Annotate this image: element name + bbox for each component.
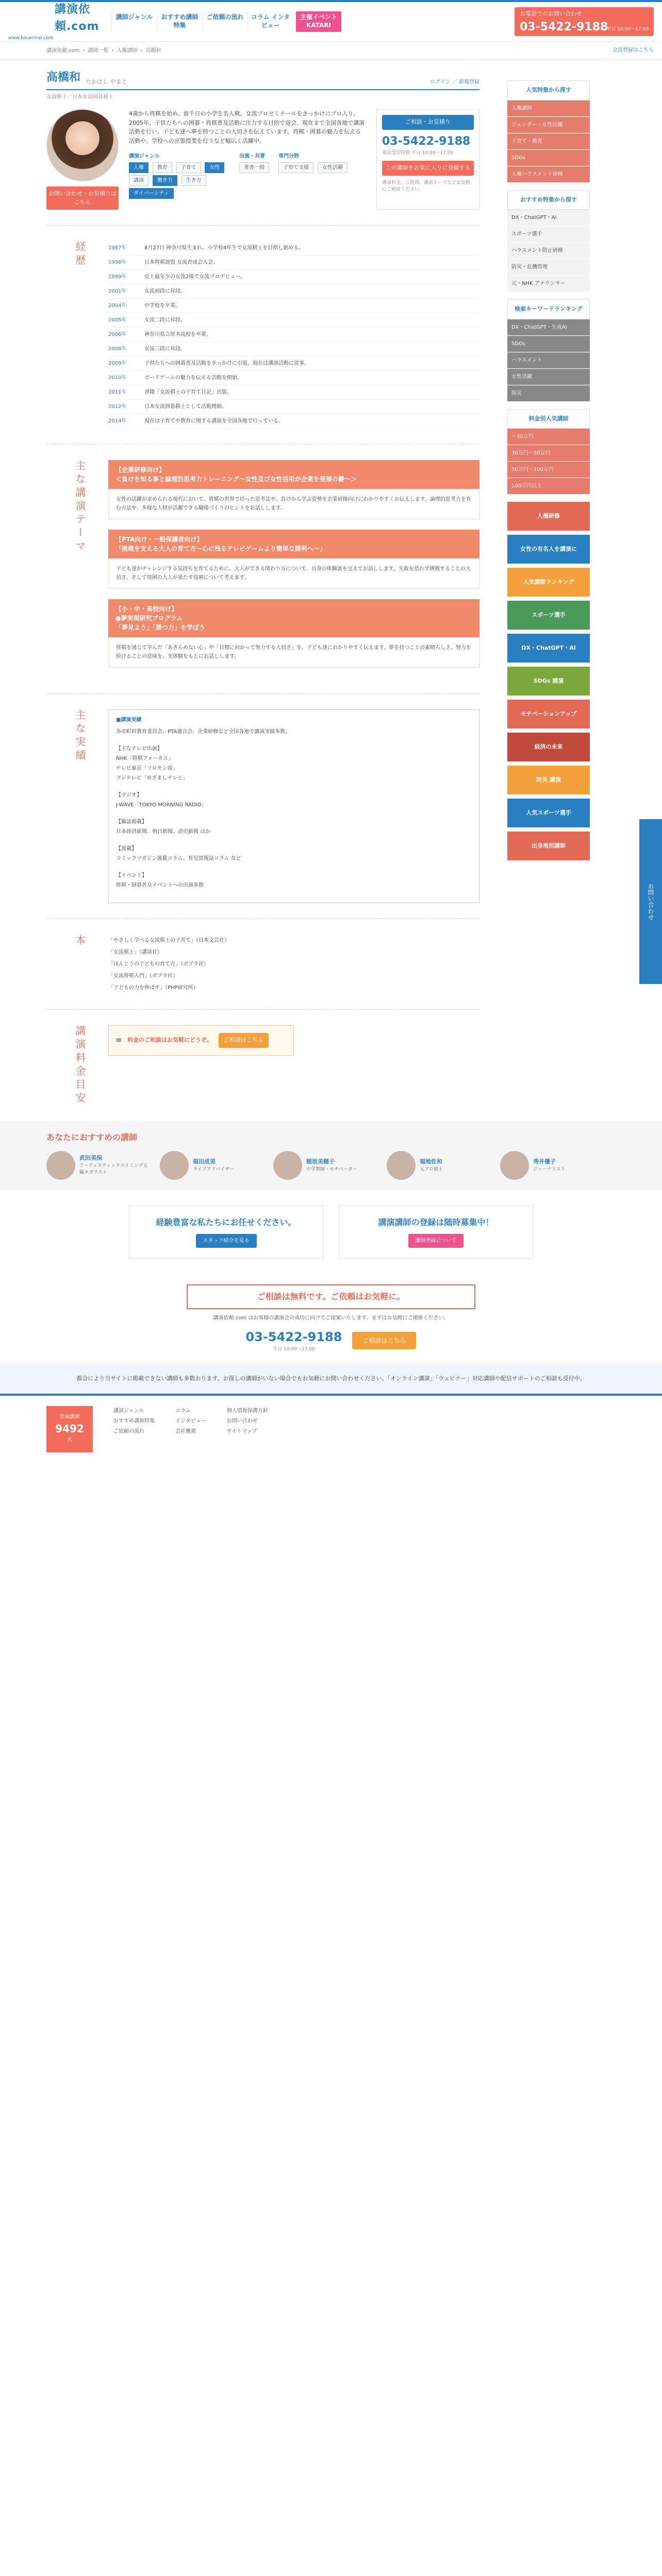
nav-genre[interactable]: 講師ジャンル	[111, 11, 157, 31]
fee-cta-text: 料金のご相談はお気軽にどうぞ。	[127, 1037, 212, 1043]
promo-register-button[interactable]: 講師登録について	[408, 1234, 464, 1248]
books-title: 本	[74, 935, 86, 948]
avatar	[500, 1151, 529, 1180]
tag-title: 出演・共著	[239, 154, 265, 160]
sidebar-banner[interactable]: スポーツ選手	[507, 601, 590, 630]
sidebar-item[interactable]: 100万円以上	[507, 478, 590, 495]
crumb-sep: ›	[140, 47, 143, 54]
career-row	[108, 299, 479, 313]
crumb-sep: ›	[111, 47, 114, 54]
recommended-speaker[interactable]	[500, 1151, 603, 1180]
profile-tel[interactable]: 03-5422-9188	[382, 134, 471, 148]
tag[interactable]: 著書一冊	[239, 162, 269, 173]
career-year: 2001年	[108, 289, 127, 294]
results-block: 【雑誌掲載】 日本経済新聞、朝日新聞、読売新聞 ほか	[116, 819, 211, 835]
results-block: 各市町村教育委員会、PTA連合会、企業研修など全国各地で講演実績多数。	[116, 729, 291, 735]
sidebar-item[interactable]: ジェンダー・女性活躍	[507, 117, 590, 133]
badge-bottom: 名	[67, 1437, 72, 1444]
logo-sub: www.kouenirai.com	[8, 36, 54, 41]
recommended-speaker[interactable]	[387, 1151, 490, 1180]
recommended-text	[79, 1154, 150, 1177]
footer-col	[227, 1406, 268, 1452]
header-contact[interactable]	[515, 7, 654, 36]
recommended-name: 福地佐和	[420, 1158, 442, 1165]
recommended-desc: アーティスティックスイミング五輪メダリスト	[79, 1163, 148, 1176]
speaker-kana: たかはし やまと	[86, 78, 127, 85]
footer-link[interactable]: 会社概要	[175, 1429, 196, 1435]
career-row	[108, 414, 479, 429]
career-year: 2014年	[108, 418, 127, 424]
career-year: 2012年	[108, 404, 127, 410]
site-footer	[0, 1394, 662, 1463]
career-year: 2005年	[108, 317, 127, 323]
theme-body: 女性の活躍が求められる現代において、将棋の世界で培った思考法や、負けから学ぶ姿勢を企業研修向けにわかりやすくお伝えします。論理的思考力を育む方法や、多様な人材が活躍できる職場づくりのヒントをお話しします。	[108, 489, 479, 519]
career-year: 2011年	[108, 389, 127, 395]
career-row	[108, 270, 479, 284]
sidebar-banners	[507, 502, 590, 860]
career-year: 2009年	[108, 361, 127, 366]
consult-text: 講演依頼.com はお客様の講演会の成功に向けてご提案いたします。まずはお気軽にご連絡ください。	[213, 1315, 449, 1321]
sidebar-banner[interactable]: 人気スポーツ選手	[507, 799, 590, 827]
career-list	[88, 241, 479, 429]
promo-staff-button[interactable]: スタッフ紹介を見る	[196, 1234, 257, 1248]
sidebar-item[interactable]: 元・NHK アナウンサー	[507, 276, 590, 292]
recommended-list	[46, 1151, 616, 1180]
nav-flow[interactable]: ご依頼の流れ	[202, 11, 247, 31]
career-row	[108, 328, 479, 342]
logo-text: 講演依頼.com	[55, 3, 100, 33]
book-item: 「やさしく学べる女流棋士の子育て」（日本文芸社）	[108, 938, 229, 943]
career-year: 1998年	[108, 260, 127, 265]
fee-title: 講演料金目安	[74, 1025, 86, 1106]
career-desc: 女流初段に昇段。	[144, 289, 186, 294]
books-section	[46, 919, 479, 1009]
consult-button[interactable]: ご相談はこちら	[352, 1332, 416, 1349]
recommended-desc: 元プロ棋士	[420, 1166, 443, 1172]
promo-section	[0, 1190, 662, 1274]
crumb-current: 高橋和	[145, 47, 161, 54]
results-block: 【ラジオ】 J-WAVE「TOKYO MORNING RADIO」	[116, 792, 207, 808]
speaker-name: 高橋和	[46, 71, 81, 84]
sidebar-heading: 検索キーワードランキング	[507, 299, 590, 319]
sidebar-item[interactable]: DX・ChatGPT・生成AI	[507, 319, 590, 336]
fee-section	[46, 1009, 479, 1121]
recommended-text	[420, 1158, 443, 1173]
sidebar-banner[interactable]: DX・ChatGPT・AI	[507, 634, 590, 663]
speaker-photo	[46, 109, 119, 181]
recommended-name: 福田成美	[193, 1158, 216, 1165]
profile-note: 講演料金、ご質問、講演テーマなどお気軽にご相談ください。	[382, 180, 471, 192]
career-row	[108, 241, 479, 256]
sidebar-heading: 人気特集から探す	[507, 80, 590, 100]
theme-heading: 【PTA向け・一般保護者向け】 「挑戦を支える大人の育て方〜心に残るテレビゲームより簡単な勝利へ〜」	[108, 530, 479, 558]
registered-count-badge	[46, 1406, 93, 1452]
tag[interactable]: 女性活躍	[318, 162, 347, 173]
career-year: 2008年	[108, 346, 127, 352]
recommended-name: 武田美保	[79, 1155, 102, 1162]
sidebar-banner[interactable]: 人気講師ランキング	[507, 568, 590, 597]
career-desc: 日本将棋連盟 女流育成会入会。	[144, 260, 219, 265]
tag-title: 専門分野	[278, 154, 299, 160]
career-desc: 子供たちへの囲碁普及活動をきっかけに引退。現在は講演活動に従事。	[144, 361, 309, 366]
profile-block	[46, 109, 479, 210]
sidebar-item[interactable]: 子育て・教育	[507, 133, 590, 150]
recommended-title: あなたにおすすめの講師	[46, 1132, 138, 1142]
theme-heading: 【企業研修向け】 ＜負けを知る事と論理的思考力トレーニング〜女性及び女性活用が企業を発展の鍵〜＞	[108, 460, 479, 489]
footer-link[interactable]: ご依頼の流れ	[113, 1429, 144, 1435]
breadcrumb	[0, 41, 662, 60]
sidebar-item[interactable]: 防災	[507, 385, 590, 402]
career-row	[108, 342, 479, 357]
nav-feature[interactable]: おすすめ講師特集	[157, 11, 202, 31]
footer-link[interactable]: 講演ジャンル	[113, 1408, 144, 1414]
recommended-desc: ジャーナリスト	[533, 1166, 566, 1172]
inquiry-button[interactable]: お問い合わせ・お見積りはこちら	[46, 187, 119, 210]
sidebar	[507, 60, 590, 1121]
sidebar-item[interactable]: スポーツ選手	[507, 226, 590, 243]
recommended-name: 秀井優子	[533, 1158, 556, 1165]
career-year: 2010年	[108, 375, 127, 381]
sidebar-item[interactable]: 〜30万円	[507, 429, 590, 445]
theme-list	[88, 460, 479, 678]
crumb-genre[interactable]: 人権講師	[117, 47, 138, 54]
sidebar-item[interactable]: 人権ハラスメント研修	[507, 166, 590, 183]
sidebar-banner[interactable]: 人権研修	[507, 502, 590, 531]
recommended-text	[533, 1158, 566, 1173]
theme-body: 子ども達がチャレンジする気持ちを育てるために、大人ができる関わり方について、自身の体験談を交えてお話しします。失敗を恐れず挑戦することの大切さ、そして周囲の大人が果たす役割について考えます。	[108, 558, 479, 589]
theme-heading: 【小・中・高校向け】 ●夢実現研究プログラム 「夢見よう」「勝つ力」を学ぼう	[108, 599, 479, 637]
results-block: 【イベント】 将棋・囲碁普及イベントへの出演多数	[116, 873, 204, 888]
sidebar-heading: おすすめ特集から探す	[507, 190, 590, 210]
career-desc: ボードゲームの魅力を伝える活動を開始。	[144, 375, 242, 381]
footer-link[interactable]: コラム	[175, 1408, 191, 1414]
books-list	[88, 935, 479, 994]
career-row	[108, 256, 479, 270]
book-item: 「女流将棋入門」（ポプラ社）	[108, 973, 178, 979]
badge-number: 9492	[55, 1422, 84, 1435]
footer-col	[175, 1406, 206, 1452]
speaker-subtitle: 女流棋士／日本女流囲碁棋士	[46, 94, 113, 100]
sidebar-ranking	[507, 299, 590, 402]
notice-banner: 都合により当サイトに掲載できない講師も多数おります。お探しの講師がいない場合でもお気軽にお問い合わせください。「オンライン講演」「ウェビナー」対応講師や配信サポートのご相談も受付中。	[0, 1364, 662, 1394]
career-desc: 史上最年少の女流2級で女流プロデビュー。	[144, 274, 245, 280]
career-desc: 神奈川県立厚木高校を卒業。	[144, 332, 211, 337]
profile-header	[46, 60, 479, 90]
career-row	[108, 400, 479, 414]
book-item: 「子どもの力を伸ばす」（PHP研究所）	[108, 985, 198, 991]
sidebar-item[interactable]: ハラスメント防止研修	[507, 243, 590, 259]
logo[interactable]	[8, 1, 100, 42]
book-item: 「女流棋士」（講談社）	[108, 950, 162, 955]
crumb-home[interactable]: 講演依頼.com	[46, 47, 80, 54]
career-desc: 女流三段に昇段。	[144, 346, 186, 352]
footer-link[interactable]: お問い合わせ	[226, 1418, 258, 1425]
career-desc: 日本女流囲碁棋士として活動開始。	[144, 404, 227, 410]
sidebar-feature	[507, 190, 590, 293]
results-block: 【主なテレビ出演】 NHK「将棋フォーカス」 テレビ東京「ソロモン流」 フジテレビ「めざましテレビ」	[116, 746, 188, 781]
floating-contact-tab[interactable]: お問い合わせ	[639, 819, 662, 984]
career-row	[108, 371, 479, 385]
recommended-speaker[interactable]	[46, 1151, 150, 1180]
career-year: 2006年	[108, 332, 127, 337]
recommended-speaker[interactable]	[160, 1151, 263, 1180]
tag[interactable]: ダイバーシティ	[129, 188, 174, 199]
sidebar-item[interactable]: 50万円〜100万円	[507, 462, 590, 478]
tag[interactable]: 子育て	[176, 162, 201, 173]
tag[interactable]: 生き方	[181, 175, 206, 186]
avatar	[387, 1151, 416, 1180]
profile-contact-box	[376, 109, 479, 210]
consult-tel[interactable]: 03-5422-9188	[245, 1330, 342, 1344]
favorite-button[interactable]: この講師をお気に入りに登録する	[382, 161, 474, 176]
header-contact-label: お電話でのお問い合わせ	[520, 10, 582, 17]
recommended-name: 稲坂美穂子	[306, 1158, 335, 1165]
promo-staff-title: 経験豊富な私たちにお任せください。	[156, 1217, 296, 1227]
speaker-intro: 4歳から将棋を始め、前千日の小学生名人戦、女流プロゼミナールをきっかけにプロ入り。2005年、子供たちへの囲碁・将棋普及活動に注力する目的で退会。現在まで全国各地で講演活動を行い、子ども達へ夢を持つことの大切さを伝えています。将棋・囲碁の魅力を伝える活動や、学校への出張授業を行うなど幅広く活躍中。	[129, 110, 365, 144]
promo-staff	[129, 1206, 323, 1259]
sidebar-item[interactable]: 人権講師	[507, 100, 590, 117]
career-title: 経歴	[74, 241, 86, 268]
header-contact-tel: 03-5422-9188	[520, 20, 608, 33]
sidebar-banner[interactable]: 女性の有名人を講演に	[507, 535, 590, 564]
sidebar-banner[interactable]: 出身地別講師	[507, 832, 590, 860]
login-links[interactable]: ログイン ／ 新規登録	[430, 79, 479, 85]
career-row	[108, 284, 479, 299]
theme-body: 将棋を通じて学んだ「あきらめない心」や「目標に向かって努力する大切さ」を、子ども達にわかりやすく伝えます。夢を持つことの素晴らしさ、努力を続けることの意味を、実体験をもとにお話しします。	[108, 637, 479, 668]
crumb-sep: ›	[82, 47, 85, 54]
sidebar-fee	[507, 409, 590, 495]
results-box	[108, 709, 479, 903]
footer-link[interactable]: インタビュー	[175, 1418, 206, 1425]
sidebar-item[interactable]: 防災・危機管理	[507, 259, 590, 276]
career-year: 1999年	[108, 274, 127, 280]
tag[interactable]: 女性	[205, 162, 224, 173]
sidebar-item[interactable]: DX・ChatGPT・AI	[507, 210, 590, 226]
sidebar-popular	[507, 80, 590, 183]
tag[interactable]: 子育て支援	[278, 162, 313, 173]
results-block: 【連載】 コミックマガジン連載コラム、育児情報誌コラム など	[116, 846, 241, 861]
consult-section	[187, 1274, 475, 1364]
footer-link[interactable]: サイトマップ	[226, 1429, 257, 1435]
sidebar-item[interactable]: SDGs	[507, 336, 590, 352]
nav-column[interactable]: コラム インタビュー	[247, 11, 293, 31]
theme-title: 主な講演テーマ	[74, 460, 86, 554]
header-contact-hours: 平日 10:00〜17:00	[606, 26, 649, 32]
sidebar-banner[interactable]: SDGs 講演	[507, 667, 590, 696]
member-register-link[interactable]: 会員登録はこちら	[613, 47, 654, 53]
tag[interactable]: 働き方	[153, 175, 177, 186]
mail-inquiry-button[interactable]: ご相談・お見積り	[382, 115, 474, 130]
avatar	[46, 1151, 75, 1180]
nav-event[interactable]: 主催イベント KATARI	[296, 11, 341, 31]
consult-heading: ご相談は無料です。ご依頼はお気軽に。	[187, 1284, 475, 1309]
badge-top: 登録講師	[59, 1414, 80, 1420]
career-desc: 女流二段に昇段。	[144, 317, 186, 323]
book-item: 「ほんとうの子どもの育て方」（ポプラ社）	[108, 961, 209, 967]
theme-section	[46, 444, 479, 693]
tag-area	[129, 152, 366, 201]
career-desc: 中学校を卒業。	[144, 303, 180, 309]
sidebar-banner[interactable]: 防災 講演	[507, 766, 590, 794]
consult-hours: 平日 10:00〜17:00	[273, 1347, 315, 1352]
sidebar-heading: 料金別人気講師	[507, 409, 590, 429]
crumb-list[interactable]: 講師一覧	[88, 47, 109, 54]
recommended-section	[0, 1121, 662, 1190]
sidebar-banner[interactable]: モチベーションアップ	[507, 700, 590, 728]
profile-hours: 電話受付時間 平日 10:00〜17:00	[382, 150, 454, 156]
tag-title: 講演ジャンル	[129, 154, 160, 160]
tag[interactable]: 教育	[153, 162, 172, 173]
global-nav	[111, 11, 341, 31]
career-year: 2004年	[108, 303, 127, 309]
sidebar-item[interactable]: 30万円〜50万円	[507, 445, 590, 462]
career-year: 1987年	[108, 245, 127, 251]
sidebar-item[interactable]: 女性活躍	[507, 369, 590, 385]
recommended-desc: ライフアドバイザー	[193, 1166, 235, 1172]
sidebar-item[interactable]: ハラスメント	[507, 352, 590, 369]
recommended-text	[306, 1158, 357, 1173]
promo-register	[339, 1206, 533, 1259]
sidebar-item[interactable]: SDGs	[507, 150, 590, 166]
career-desc: 書籍「女流棋士の子育て日記」出版。	[144, 389, 232, 395]
promo-register-title: 講演講師の登録は随時募集中！	[378, 1217, 494, 1227]
career-section	[46, 225, 479, 444]
recommended-speaker[interactable]	[273, 1151, 376, 1180]
mail-icon: ✉	[116, 1037, 122, 1044]
career-desc: 8月27日 神奈川県生まれ。小学校4年生で女流棋士を目指し始める。	[144, 245, 304, 251]
recommended-desc: 中学教師・モチベーター	[306, 1166, 358, 1172]
career-row	[108, 385, 479, 400]
results-box-head: ■講演実績	[116, 717, 142, 723]
footer-link[interactable]: 個人情報保護方針	[226, 1408, 268, 1414]
sidebar-banner[interactable]: 経済の未来	[507, 733, 590, 761]
tag[interactable]: 講演	[129, 175, 148, 186]
fee-cta	[108, 1025, 294, 1056]
main-content	[46, 60, 479, 1121]
site-header	[0, 0, 662, 41]
avatar	[160, 1151, 189, 1180]
footer-link[interactable]: おすすめ講師特集	[113, 1418, 155, 1425]
tag[interactable]: 人権	[129, 162, 148, 173]
results-section	[46, 693, 479, 919]
career-row	[108, 313, 479, 328]
career-row	[108, 357, 479, 371]
career-desc: 現在は子育てや教育に関する講演を全国各地で行っている。	[144, 418, 284, 424]
fee-cta-button[interactable]: ご相談はこちら	[219, 1033, 269, 1048]
recommended-text	[193, 1158, 234, 1173]
results-title: 主な実績	[74, 709, 86, 763]
footer-col	[113, 1406, 155, 1452]
avatar	[273, 1151, 302, 1180]
